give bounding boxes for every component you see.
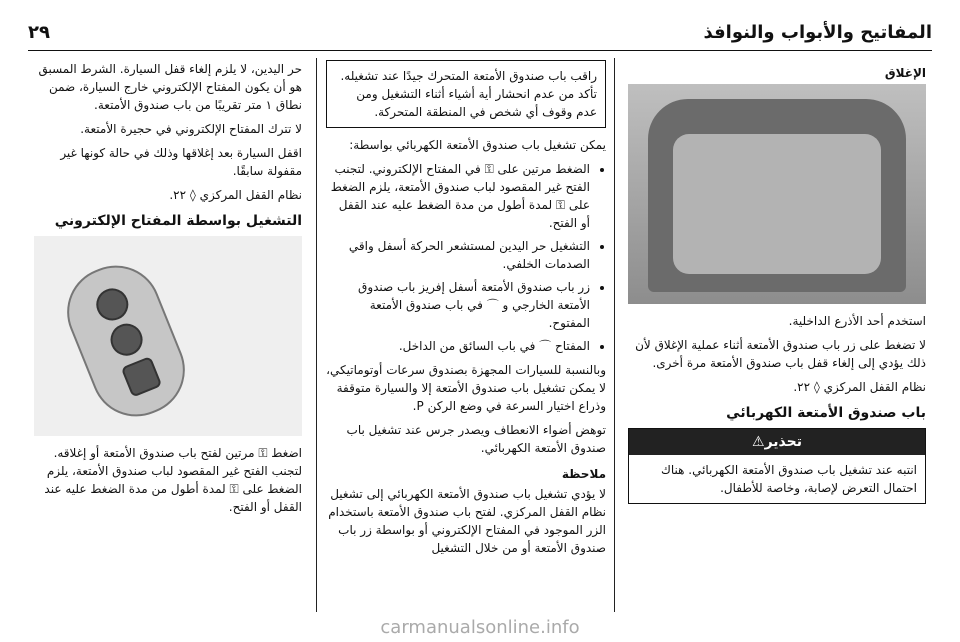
list-item: • الضغط مرتين على ⚿ في المفتاح الإلكتروني. لتجنب الفتح غير المقصود لباب صندوق الأمتعة، يلزم الضغط على ⚿ لمدة أطول من مدة الضغط عليه عند القفل أو الفتح.: [326, 160, 590, 232]
unlock-button-icon: [106, 319, 148, 361]
list-item: • التشغيل حر اليدين لمستشعر الحركة أسفل واقي الصدمات الخلفي.: [326, 237, 590, 273]
page-number: ٢٩: [28, 22, 50, 43]
image-caption: اضغط ⚿ مرتين لفتح باب صندوق الأمتعة أو إغلاقه. لتجنب الفتح غير المقصود لباب صندوق الأمتعة، يلزم الضغط على ⚿ لمدة أطول من مدة الضغط عليه عند القفل أو الفتح.: [44, 446, 302, 514]
section-heading: الإغلاق: [884, 66, 926, 80]
paragraph: وبالنسبة للسيارات المجهزة بصندوق سرعات أوتوماتيكي، لا يمكن تشغيل باب صندوق الأمتعة إلا والسيارة متوقفة وذراع اختيار السرعة في وضع الركن P.: [326, 363, 606, 413]
page-header: [28, 20, 932, 51]
paragraph: استخدم أحد الأذرع الداخلية.: [788, 314, 926, 328]
paragraph: يمكن تشغيل باب صندوق الأمتعة الكهربائي بواسطة:: [349, 138, 606, 152]
tailgate-opening: [673, 134, 881, 274]
tailgate-button-icon: [121, 356, 163, 398]
key-fob-body: [54, 252, 199, 430]
note-title: ملاحظة: [561, 467, 606, 481]
page-title: المفاتيح والأبواب والنوافذ: [703, 22, 932, 43]
warning-box: [628, 428, 926, 504]
paragraph: لا تترك المفتاح الإلكتروني في حجيرة الأمتعة.: [80, 122, 302, 136]
electronic-key-image: [34, 236, 302, 436]
lock-button-icon: [91, 284, 133, 326]
bullet-list: [326, 160, 606, 355]
note-text: لا يؤدي تشغيل باب صندوق الأمتعة الكهربائي إلى تشغيل نظام القفل المركزي. لفتح باب صندوق الأمتعة باستخدام الزر الموجود في المفتاح الإلكتروني أو بواسطة زر باب صندوق الأمتعة أو من خلال التشغيل: [328, 487, 606, 555]
warning-text: انتبه عند تشغيل باب صندوق الأمتعة الكهربائي. هناك احتمال التعرض لإصابة، وخاصة للأطفال.: [660, 463, 917, 495]
paragraph: توهض أضواء الانعطاف ويصدر جرس عند تشغيل باب صندوق الأمتعة الكهربائي.: [346, 423, 606, 455]
paragraph: اقفل السيارة بعد إغلاقها وذلك في حالة كونها غير مقفولة سابقًا.: [60, 146, 302, 178]
paragraph: حر اليدين، لا يلزم إلغاء قفل السيارة. الشرط المسبق هو أن يكون المفتاح الإلكتروني خارج السيارة، ضمن نطاق ١ متر تقريبًا من باب صندوق الأمتعة.: [38, 62, 302, 112]
warning-title: تحذير⚠: [629, 429, 925, 455]
right-column: [628, 60, 926, 504]
middle-column: [326, 60, 606, 563]
warning-box: راقب باب صندوق الأمتعة المتحرك جيدًا عند تشغيله. تأكد من عدم انحشار أية أشياء أثناء التشغيل ومن عدم وقوف أي شخص في المنطقة المتحركة.: [326, 60, 606, 128]
list-item: • المفتاح ⌒ في باب السائق من الداخل.: [326, 337, 590, 355]
column-divider: [316, 58, 317, 612]
cross-reference: نظام القفل المركزي ◊ ٢٢.: [169, 188, 302, 202]
paragraph: لا تضغط على زر باب صندوق الأمتعة أثناء عملية الإغلاق لأن ذلك يؤدي إلى إلغاء قفل باب صندوق الأمتعة مرة أخرى.: [635, 338, 926, 370]
section-heading: باب صندوق الأمتعة الكهربائي: [726, 405, 926, 421]
list-item: • زر باب صندوق الأمتعة أسفل إفريز باب صندوق الأمتعة الخارجي و ⌒ في باب صندوق الأمتعة المفتوح.: [326, 278, 590, 332]
tailgate-photo: [628, 84, 926, 304]
cross-reference: نظام القفل المركزي ◊ ٢٢.: [793, 380, 926, 394]
watermark: carmanualsonline.info: [380, 617, 580, 638]
column-divider: [614, 58, 615, 612]
left-column: [34, 60, 302, 522]
section-heading: التشغيل بواسطة المفتاح الإلكتروني: [54, 213, 302, 229]
